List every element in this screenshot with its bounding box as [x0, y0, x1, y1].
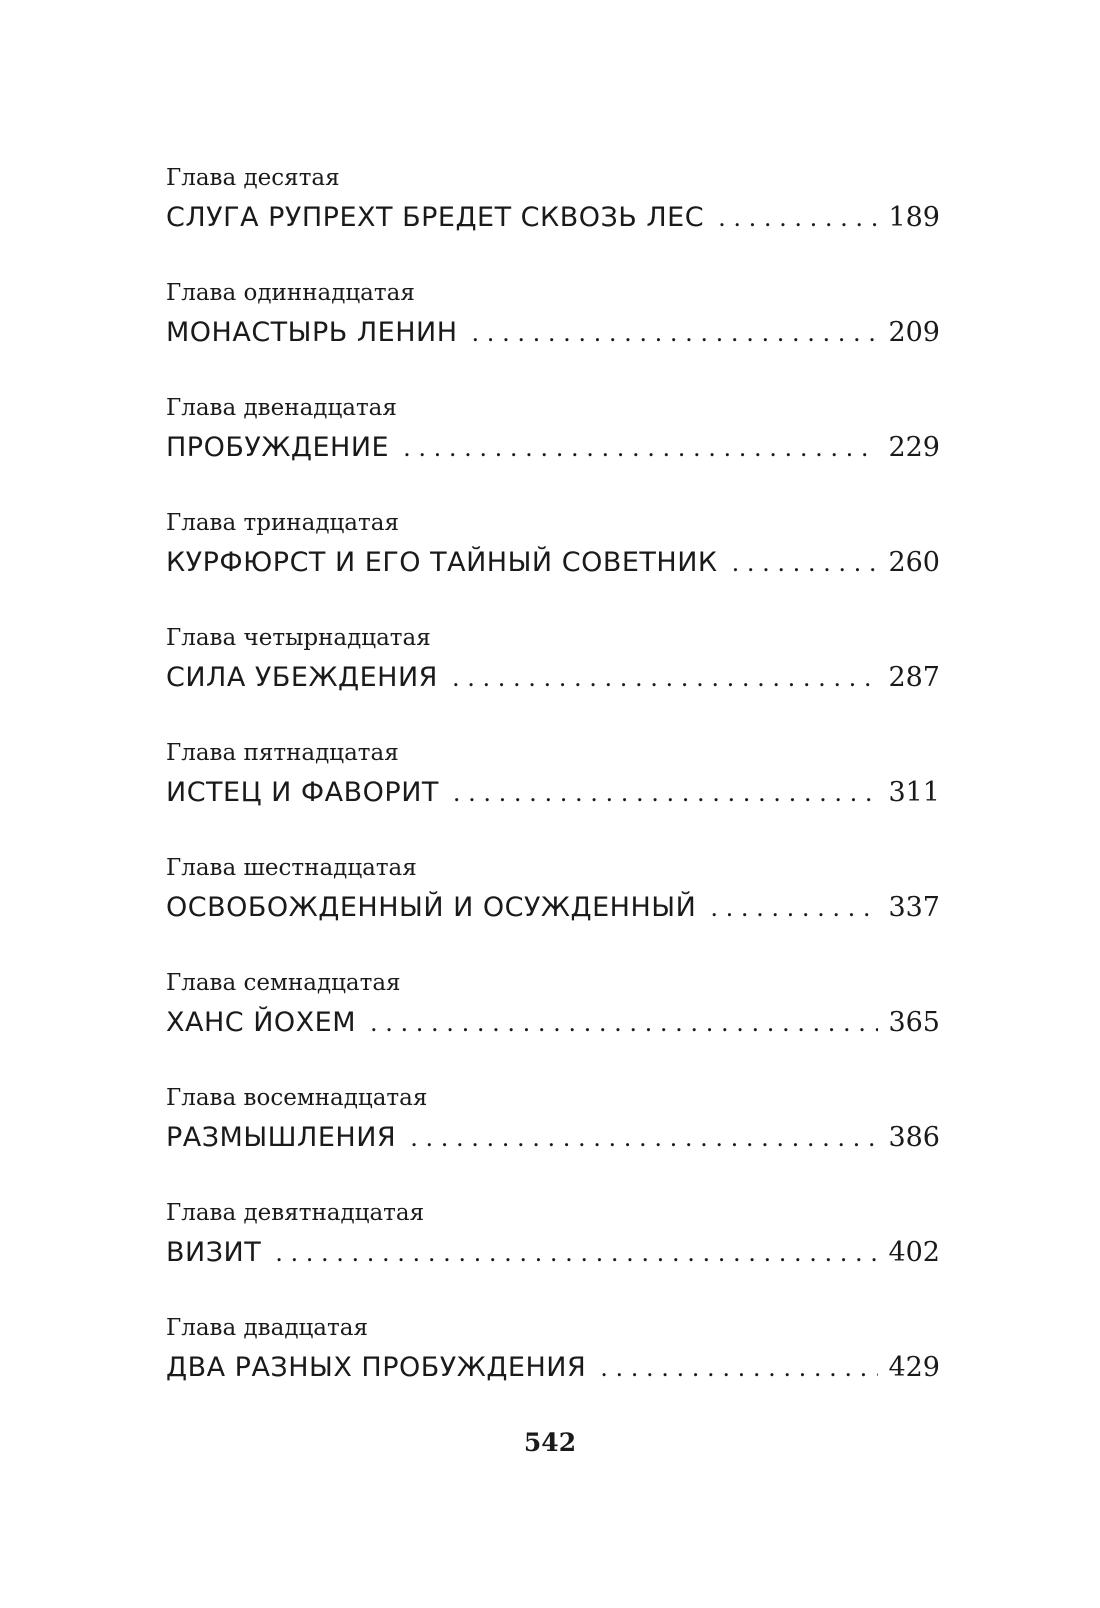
- chapter-label: Глава двадцатая: [166, 1315, 368, 1341]
- table-of-contents: [166, 160, 940, 1425]
- toc-entry: [166, 160, 940, 275]
- chapter-label: Глава пятнадцатая: [166, 740, 399, 766]
- chapter-title: РАЗМЫШЛЕНИЯ: [166, 1122, 397, 1153]
- chapter-page-number: 365: [888, 1007, 940, 1038]
- dot-leader: [600, 1346, 878, 1390]
- chapter-page-number: 311: [888, 777, 940, 808]
- toc-entry: [166, 275, 940, 390]
- toc-entry-line: [166, 1231, 940, 1275]
- chapter-label: Глава тринадцатая: [166, 510, 399, 536]
- dot-leader: [472, 311, 879, 355]
- toc-entry: [166, 735, 940, 850]
- toc-entry: [166, 1195, 940, 1310]
- chapter-page-number: 260: [888, 547, 940, 578]
- toc-entry-line: [166, 426, 940, 470]
- chapter-title: ВИЗИТ: [166, 1237, 262, 1268]
- toc-entry-line: [166, 1116, 940, 1160]
- chapter-label: Глава двенадцатая: [166, 395, 397, 421]
- dot-leader: [275, 1231, 878, 1275]
- toc-entry: [166, 850, 940, 965]
- chapter-page-number: 337: [888, 892, 940, 923]
- toc-entry-line: [166, 311, 940, 355]
- toc-entry-line: [166, 886, 940, 930]
- toc-entry: [166, 1080, 940, 1195]
- chapter-title: ИСТЕЦ И ФАВОРИТ: [166, 777, 439, 808]
- chapter-page-number: 209: [888, 317, 940, 348]
- dot-leader: [452, 656, 879, 700]
- chapter-title: КУРФЮРСТ И ЕГО ТАЙНЫЙ СОВЕТНИК: [166, 547, 718, 578]
- dot-leader: [453, 771, 879, 815]
- chapter-title: ПРОБУЖДЕНИЕ: [166, 432, 390, 463]
- chapter-page-number: 429: [888, 1352, 940, 1383]
- toc-entry-line: [166, 1001, 940, 1045]
- chapter-page-number: 402: [888, 1237, 940, 1268]
- chapter-title: ХАНС ЙОХЕМ: [166, 1007, 357, 1038]
- chapter-title: ОСВОБОЖДЕННЫЙ И ОСУЖДЕННЫЙ: [166, 892, 697, 923]
- chapter-label: Глава девятнадцатая: [166, 1200, 425, 1226]
- chapter-page-number: 287: [888, 662, 940, 693]
- chapter-page-number: 189: [888, 202, 940, 233]
- chapter-title: ДВА РАЗНЫХ ПРОБУЖДЕНИЯ: [166, 1352, 587, 1383]
- dot-leader: [410, 1116, 878, 1160]
- toc-entry: [166, 390, 940, 505]
- toc-entry: [166, 505, 940, 620]
- toc-entry-line: [166, 771, 940, 815]
- dot-leader: [403, 426, 878, 470]
- chapter-page-number: 386: [888, 1122, 940, 1153]
- toc-entry: [166, 620, 940, 735]
- toc-entry-line: [166, 541, 940, 585]
- toc-entry-line: [166, 196, 940, 240]
- toc-entry-line: [166, 656, 940, 700]
- dot-leader: [718, 196, 878, 240]
- chapter-label: Глава четырнадцатая: [166, 625, 431, 651]
- dot-leader: [710, 886, 878, 930]
- toc-entry-line: [166, 1346, 940, 1390]
- dot-leader: [732, 541, 879, 585]
- page-number: 542: [523, 1428, 577, 1457]
- toc-entry: [166, 1310, 940, 1425]
- chapter-title: СЛУГА РУПРЕХТ БРЕДЕТ СКВОЗЬ ЛЕС: [166, 202, 705, 233]
- chapter-label: Глава шестнадцатая: [166, 855, 417, 881]
- chapter-title: СИЛА УБЕЖДЕНИЯ: [166, 662, 438, 693]
- dot-leader: [370, 1001, 878, 1045]
- chapter-page-number: 229: [888, 432, 940, 463]
- chapter-label: Глава восемнадцатая: [166, 1085, 428, 1111]
- chapter-title: МОНАСТЫРЬ ЛЕНИН: [166, 317, 458, 348]
- chapter-label: Глава одиннадцатая: [166, 280, 415, 306]
- chapter-label: Глава десятая: [166, 165, 340, 191]
- toc-entry: [166, 965, 940, 1080]
- chapter-label: Глава семнадцатая: [166, 970, 401, 996]
